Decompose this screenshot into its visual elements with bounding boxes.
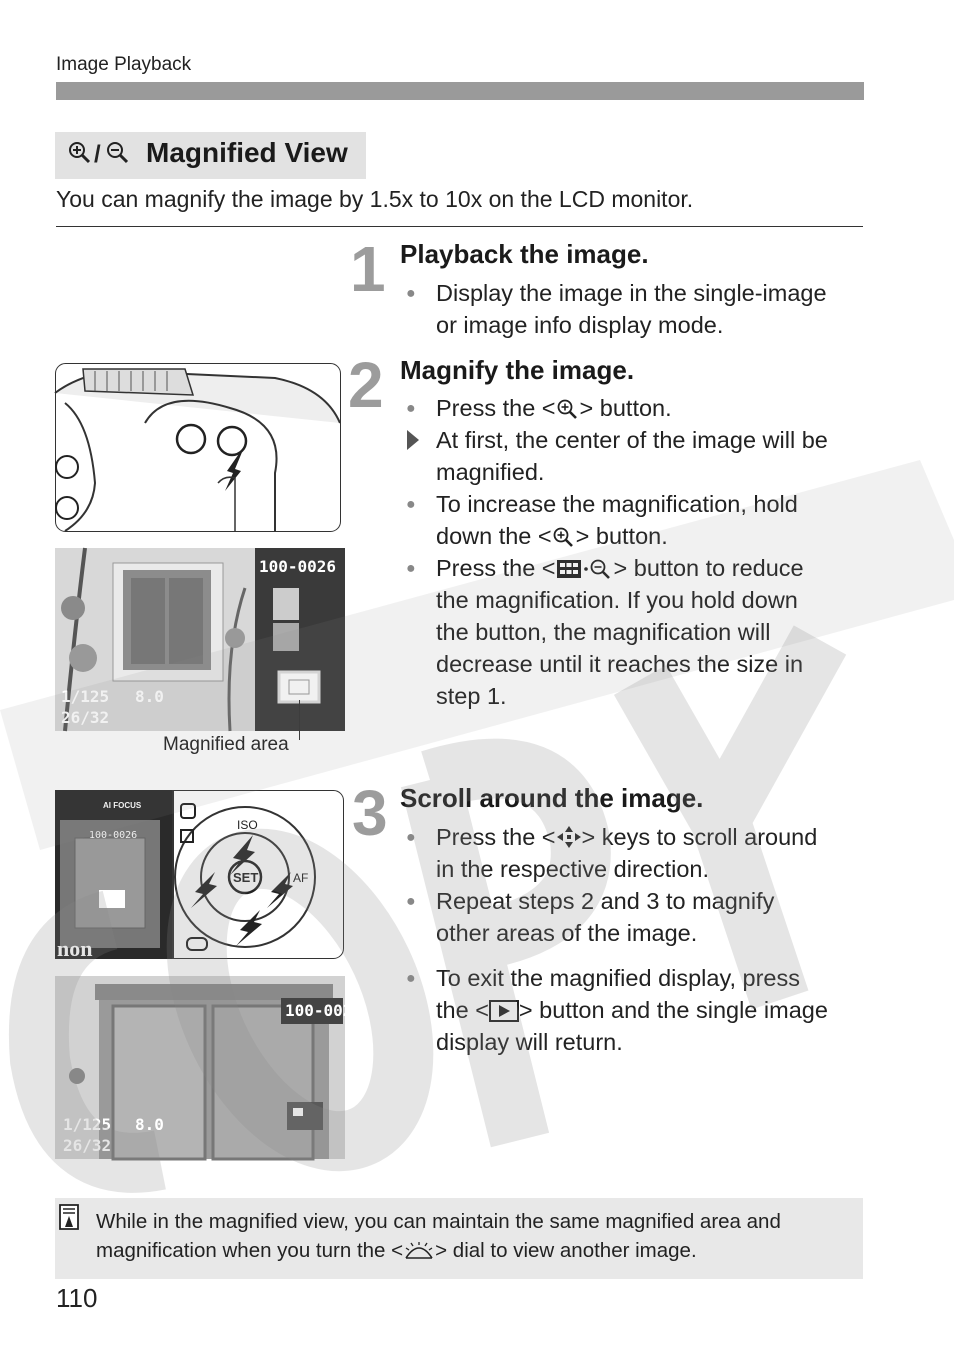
aperture: 8.0 — [135, 687, 164, 706]
result-arrow-icon — [407, 430, 419, 450]
note-text: While in the magnified view, you can maintain the same magnified area and magnification when you turn the < > dial to view another image. — [96, 1210, 781, 1262]
running-title: Image Playback — [56, 54, 192, 75]
lcd-playback-image — [55, 548, 345, 731]
af-label: AF — [293, 871, 309, 885]
iso-label: ISO — [237, 818, 258, 832]
bullet-icon: ● — [406, 829, 416, 846]
lcd-magnified-image — [55, 976, 363, 1159]
step-number: 1 — [350, 233, 384, 305]
image-count: 26/32 — [63, 1136, 112, 1155]
memo-icon — [58, 1203, 80, 1231]
step-number: 3 — [352, 777, 386, 849]
list-item: Display the image in the single-image or image info display mode. — [436, 280, 827, 338]
aperture: 8.0 — [135, 1115, 164, 1134]
list-item: To exit the magnified display, press the < > button and the single image display will return. — [436, 965, 828, 1055]
image-count: 26/32 — [61, 708, 110, 727]
bullet-icon: ● — [406, 496, 416, 513]
header-bar — [56, 82, 864, 100]
shutter-speed: 1/125 — [61, 687, 110, 706]
cross-keys-icon — [556, 825, 582, 849]
page-number: 110 — [56, 1283, 98, 1313]
section-title: Magnified View — [146, 137, 348, 168]
list-item: Press the < > button to reduce the magnification. If you hold down the button, the magnification will decrease until it reaches the size in step 1. — [436, 555, 804, 709]
bullet-icon: ● — [406, 285, 416, 302]
playback-icon — [489, 1000, 519, 1022]
bullet-icon: ● — [406, 970, 416, 987]
list-item: To increase the magnification, hold down the < > button. — [436, 491, 798, 549]
file-number: 100-0026 — [259, 557, 337, 576]
index-reduce-icon — [556, 558, 614, 580]
step-title: Playback the image. — [400, 239, 649, 269]
magnify-icon — [552, 526, 576, 548]
step-title: Scroll around the image. — [400, 783, 704, 813]
main-dial-icon — [403, 1241, 435, 1261]
magnify-reduce-icon — [67, 140, 137, 168]
camera-cross-keys-figure — [55, 790, 344, 959]
magnify-icon — [556, 398, 580, 420]
list-item: Press the < > button. — [436, 395, 672, 421]
af-mode-label: AI FOCUS — [103, 801, 142, 810]
list-item: At first, the center of the image will be magnified. — [436, 427, 828, 485]
figure-caption: Magnified area — [163, 734, 289, 755]
bullet-icon: ● — [406, 400, 416, 417]
camera-magnify-button-figure — [55, 363, 341, 532]
intro-text: You can magnify the image by 1.5x to 10x on the LCD monitor. — [56, 186, 694, 212]
callout-line — [299, 700, 300, 740]
step-title: Magnify the image. — [400, 355, 635, 385]
list-item: Press the < > keys to scroll around in the respective direction. — [436, 824, 818, 882]
bullet-icon: ● — [406, 560, 416, 577]
file-number: 100-0026 — [285, 1001, 363, 1020]
step-number: 2 — [348, 349, 382, 421]
list-item: Repeat steps 2 and 3 to magnify other areas of the image. — [436, 888, 775, 946]
shutter-speed: 1/125 — [63, 1115, 112, 1134]
svg-text:/: / — [94, 141, 101, 168]
set-button-label: SET — [233, 870, 259, 885]
brand-fragment: non — [57, 936, 93, 961]
divider — [56, 226, 863, 227]
bullet-icon: ● — [406, 893, 416, 910]
file-number: 100-0026 — [89, 830, 138, 841]
